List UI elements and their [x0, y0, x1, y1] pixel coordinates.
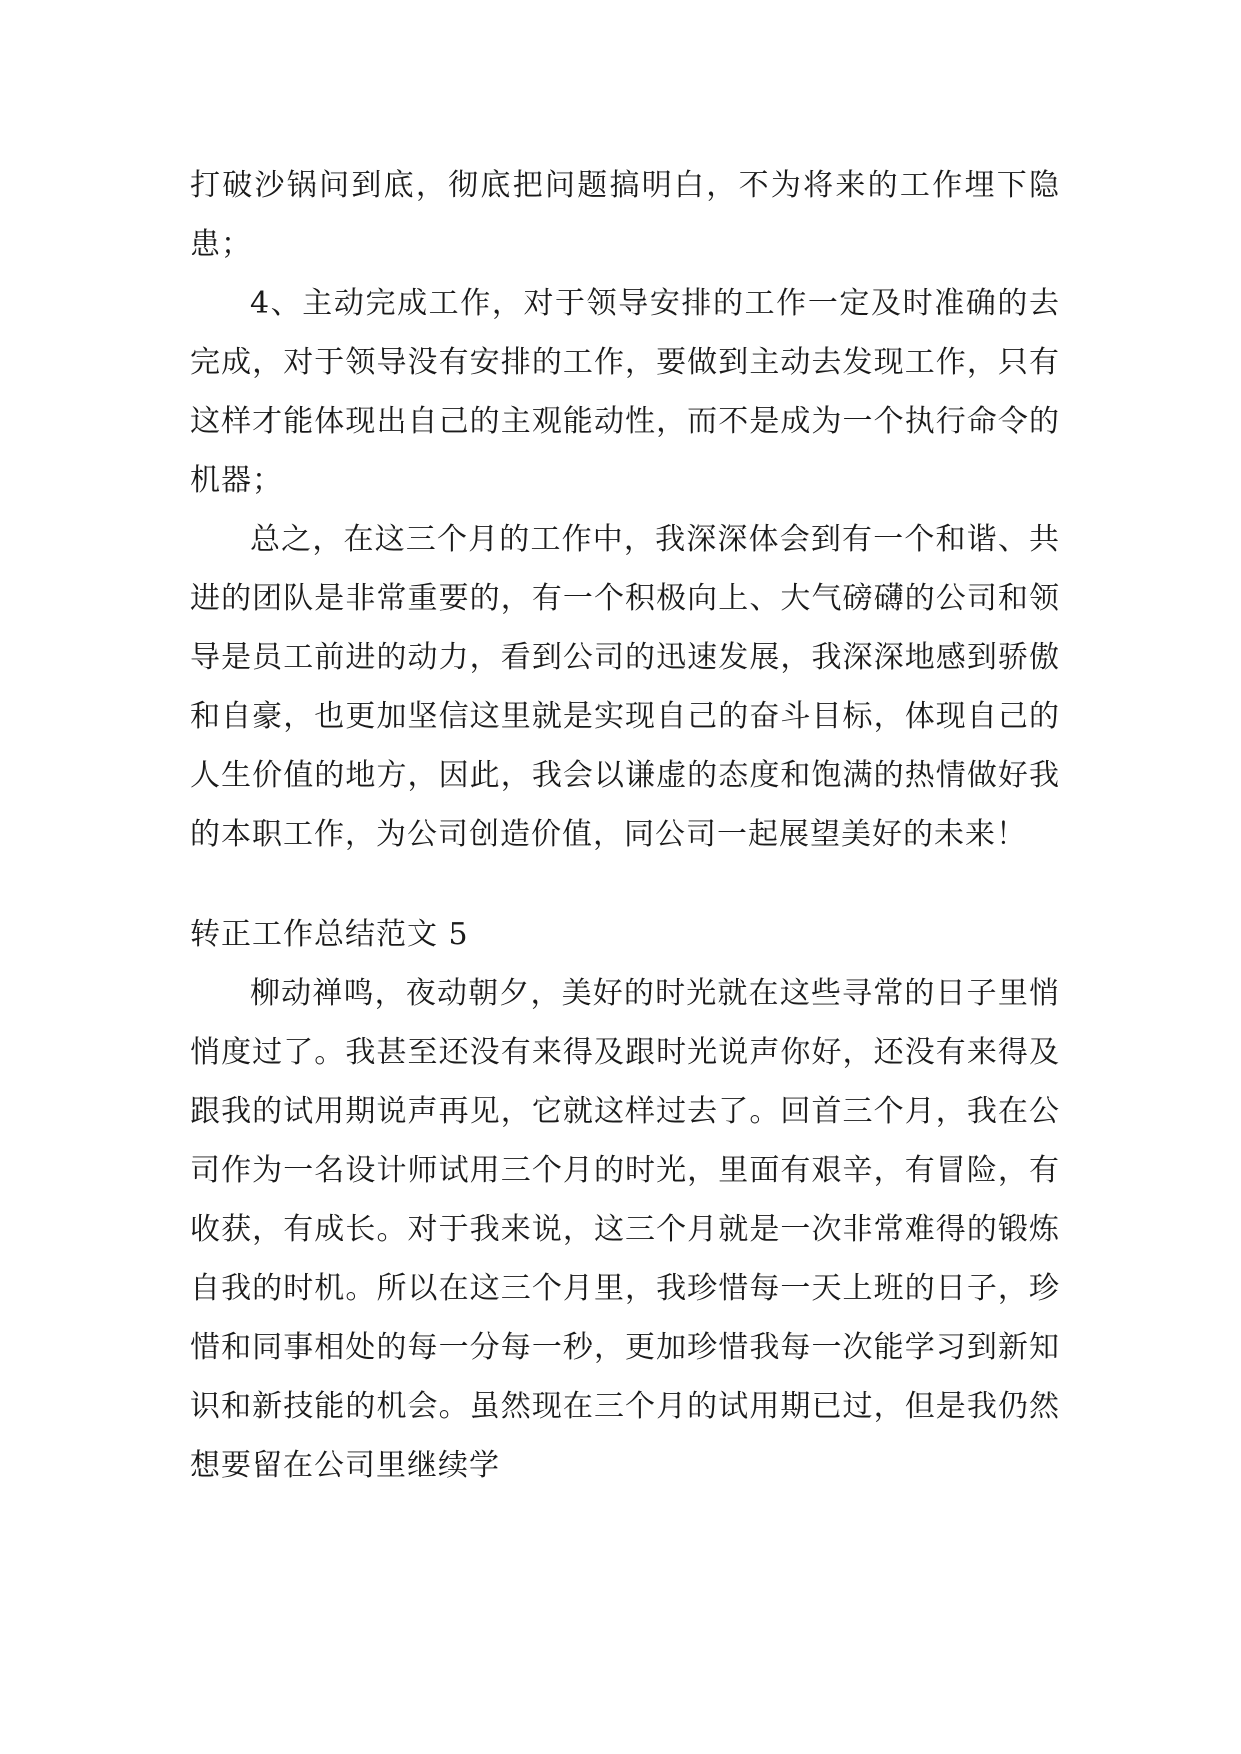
paragraph-item-4: 4、主动完成工作，对于领导安排的工作一定及时准确的去完成，对于领导没有安排的工作，要做到主动去发现工作，只有这样才能体现出自己的主观能动性，而不是成为一个执行命令的机器； — [190, 286, 1060, 498]
paragraph-conclusion: 总之，在这三个月的工作中，我深深体会到有一个和谐、共进的团队是非常重要的，有一个积极向上、大气磅礴的公司和领导是员工前进的动力，看到公司的迅速发展，我深深地感到骄傲和自豪，也更加坚信这里就是实现自己的奋斗目标，体现自己的人生价值的地方，因此，我会以谦虚的态度和饱满的热情做好我的本职工作，为公司创造价值，同公司一起展望美好的未来！ — [190, 522, 1060, 852]
paragraph-continuation: 打破沙锅问到底，彻底把问题搞明白，不为将来的工作埋下隐患； — [190, 168, 1060, 262]
section-heading: 转正工作总结范文 5 — [190, 917, 469, 952]
paragraph-section-5: 柳动禅鸣，夜动朝夕，美好的时光就在这些寻常的日子里悄悄度过了。我甚至还没有来得及跟时光说声你好，还没有来得及跟我的试用期说声再见，它就这样过去了。回首三个月，我在公司作为一名设计师试用三个月的时光，里面有艰辛，有冒险，有收获，有成长。对于我来说，这三个月就是一次非常难得的锻炼自我的时机。所以在这三个月里，我珍惜每一天上班的日子，珍惜和同事相处的每一分每一秒，更加珍惜我每一次能学习到新知识和新技能的机会。虽然现在三个月的试用期已过，但是我仍然想要留在公司里继续学 — [190, 976, 1060, 1483]
document-body — [190, 156, 1060, 1495]
